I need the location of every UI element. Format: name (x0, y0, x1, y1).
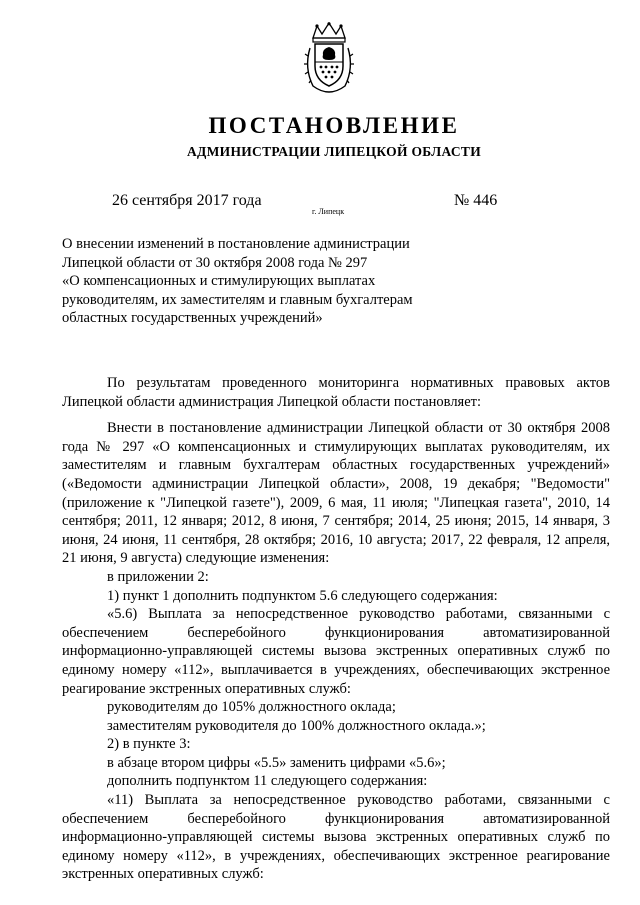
body-paragraph: дополнить подпунктом 11 следующего содержания: (107, 773, 428, 790)
body-paragraph: По результатам проведенного мониторинга нормативных правовых актов Липецкой области администрация Липецкой области постановляет: (62, 375, 610, 410)
body-paragraph: «11) Выплата за непосредственное руководство работами, связанными с обеспечением бесперебойного функционирования автоматизированной информационно-управляющей системы вызова экстренных оперативных служб по единому номеру «112», в учреждениях, обеспечивающих экстренное реагирование экстренных оперативных служб: (62, 792, 610, 883)
body-paragraph: 2) в пункте 3: (107, 736, 191, 753)
document-title: ПОСТАНОВЛЕНИЕ (208, 113, 460, 138)
body-paragraph: 1) пункт 1 дополнить подпунктом 5.6 следующего содержания: (107, 587, 498, 604)
document-subject (62, 235, 442, 328)
body-paragraph: в абзаце втором цифры «5.5» заменить цифрами «5.6»; (107, 754, 446, 771)
body-paragraph: в приложении 2: (107, 568, 209, 585)
body-paragraph: Внести в постановление администрации Липецкой области от 30 октября 2008 года № 297 «О компенсационных и стимулирующих выплатах руководителям, их заместителям и главным бухгалтерам областных государственных учреждений» («Ведомости администрации Липецкой области», 2008, 19 декабря; "Ведомости" (приложение к "Липецкой газете"), 2009, 6 мая, 11 июля; "Липецкая газета", 2010, 14 сентября; 2011, 12 января; 2012, 8 июня, 7 сентября; 2014, 25 июня; 2015, 14 января, 3 июня, 24 июня, 11 сентября, 28 октября; 2016, 10 августа; 2017, 22 февраля, 12 апреля, 21 июня, 9 августа) следующие изменения: (62, 420, 610, 567)
body-paragraph: заместителям руководителя до 100% должностного оклада.»; (107, 717, 486, 734)
subject-line: О внесении изменений в постановление администрации (62, 236, 410, 252)
subject-line: Липецкой области от 30 октября 2008 года № 297 (62, 254, 368, 271)
coat-of-arms-emblem (303, 22, 355, 94)
body-paragraph: «5.6) Выплата за непосредственное руководство работами, связанными с обеспечением бесперебойного функционирования автоматизированной информационно-управляющей системы вызова экстренных оперативных служб по единому номеру «112», выплачивается в учреждениях, обеспечивающих экстренное реагирование экстренных оперативных служб: (62, 606, 610, 697)
document-number: № 446 (454, 192, 498, 209)
subject-line: областных государственных учреждений» (62, 310, 323, 326)
document-date: 26 сентября 2017 года (112, 192, 262, 209)
document-city: г. Липецк (312, 207, 345, 216)
document-body (62, 374, 610, 884)
body-paragraph: руководителям до 105% должностного оклада; (107, 699, 396, 716)
document-subtitle: АДМИНИСТРАЦИИ ЛИПЕЦКОЙ ОБЛАСТИ (186, 144, 482, 159)
subject-line: «О компенсационных и стимулирующих выплатах (62, 273, 376, 289)
subject-line: руководителям, их заместителям и главным бухгалтерам (62, 291, 413, 308)
